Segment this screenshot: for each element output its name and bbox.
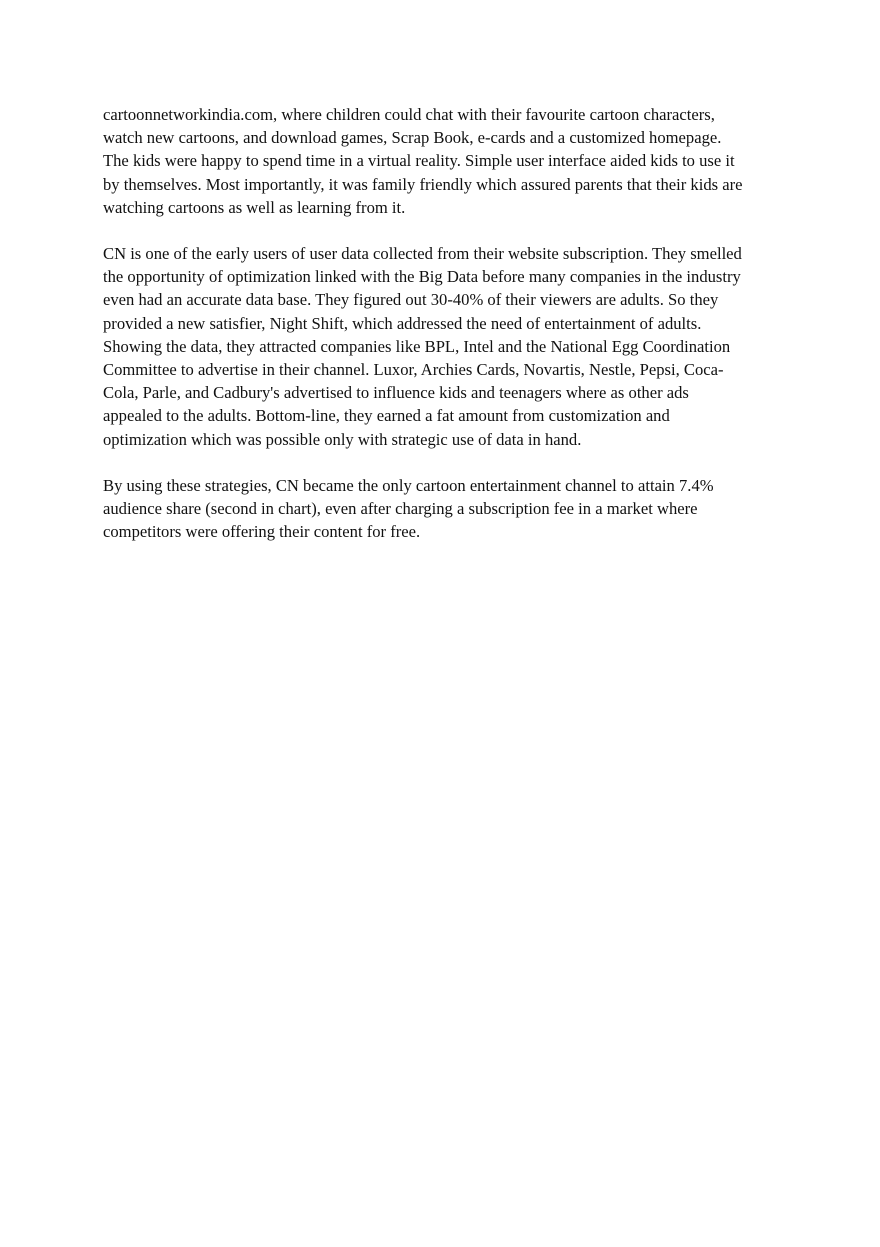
text-line: CN is one of the early users of user data collected from their website subscription. They smelled [103,244,742,264]
text-line: the opportunity of optimization linked with the Big Data before many companies in the industry [103,267,741,287]
paragraph-intro [103,103,783,219]
document-body [103,103,783,543]
paragraph-data-usage [103,242,783,451]
text-line: appealed to the adults. Bottom-line, they earned a fat amount from customization and [103,406,670,426]
text-line: Committee to advertise in their channel. Luxor, Archies Cards, Novartis, Nestle, Pepsi, Coca- [103,360,724,380]
text-line: competitors were offering their content for free. [103,522,421,542]
text-line: watching cartoons as well as learning from it. [103,197,406,217]
text-line: Cola, Parle, and Cadbury's advertised to influence kids and teenagers where as other ads [103,383,689,403]
text-line: watch new cartoons, and download games, Scrap Book, e-cards and a customized homepage. [103,128,722,148]
text-line: by themselves. Most importantly, it was family friendly which assured parents that their kids are [103,174,743,194]
text-line: even had an accurate data base. They figured out 30-40% of their viewers are adults. So they [103,290,719,310]
text-line: By using these strategies, CN became the only cartoon entertainment channel to attain 7.4% [103,475,714,495]
paragraph-conclusion [103,474,783,544]
text-line: The kids were happy to spend time in a virtual reality. Simple user interface aided kids to use it [103,151,735,171]
text-line: cartoonnetworkindia.com, where children could chat with their favourite cartoon characters, [103,105,715,124]
text-line: optimization which was possible only with strategic use of data in hand. [103,429,582,449]
text-line: audience share (second in chart), even after charging a subscription fee in a market where [103,499,698,519]
text-line: Showing the data, they attracted companies like BPL, Intel and the National Egg Coordination [103,336,731,356]
text-line: provided a new satisfier, Night Shift, which addressed the need of entertainment of adults. [103,313,702,333]
